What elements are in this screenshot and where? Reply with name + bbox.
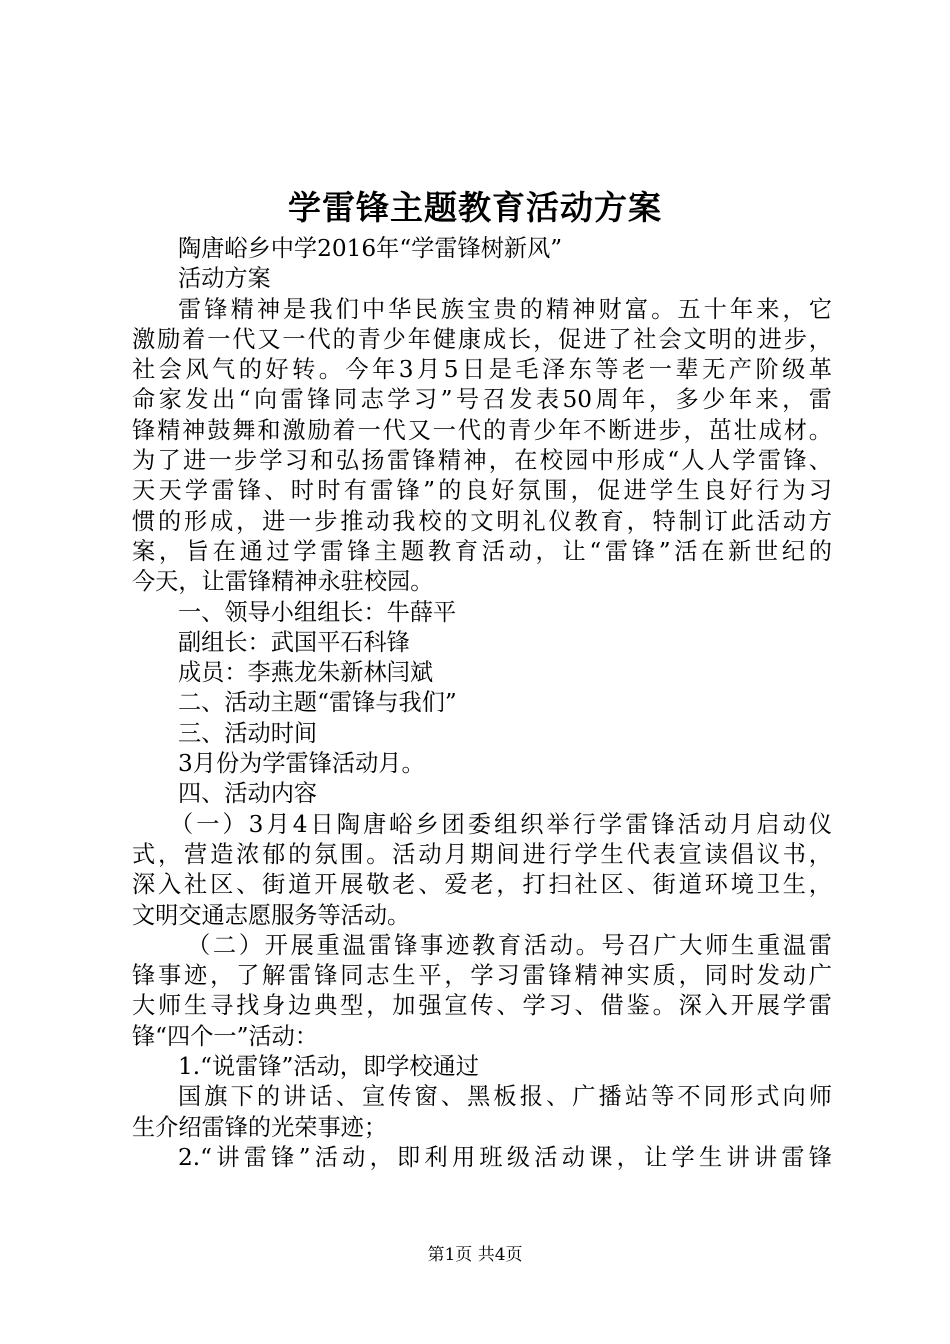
document-title: 学雷锋主题教育活动方案 [288,188,662,227]
body-line: 社会风气的好转。今年3月5日是毛泽东等老一辈无产阶级革 [132,356,832,384]
body-line: 锋精神鼓舞和激励着一代又一代的青少年不断进步，茁壮成材。 [132,416,832,444]
body-line: 陶唐峪乡中学2016年“学雷锋树新风” [178,235,563,262]
document-body [132,234,832,1173]
body-line: 惯的形成，进一步推动我校的文明礼仪教育，特制订此活动方 [132,507,832,535]
body-line: 成员：李燕龙朱新林闫斌 [178,659,434,687]
body-line: 一、领导小组组长：牛薛平 [178,598,457,626]
body-line: 3月份为学雷锋活动月。 [178,750,425,778]
body-line: 活动方案 [178,265,271,293]
body-line: 今天，让雷锋精神永驻校园。 [132,568,434,596]
body-line: 四、活动内容 [178,780,318,808]
body-line: 三、活动时间 [178,719,318,747]
body-line: （一）3月4日陶唐峪乡团委组织举行学雷锋活动月启动仪 [170,810,832,838]
body-line: 2.“讲雷锋”活动，即利用班级活动课，让学生讲讲雷锋 [178,1143,832,1171]
body-line: （二）开展重温雷锋事迹教育活动。号召广大师生重温雷 [187,931,832,959]
page-footer: 第1页 共4页 [427,1245,523,1265]
body-line: 天天学雷锋、时时有雷锋”的良好氛围，促进学生良好行为习 [132,477,832,505]
body-line: 生介绍雷锋的光荣事迹； [132,1113,388,1141]
body-line: 锋“四个一”活动： [132,1022,319,1050]
body-line: 案，旨在通过学雷锋主题教育活动，让“雷锋”活在新世纪的 [132,537,832,565]
body-line: 1.“说雷锋”活动，即学校通过 [178,1053,479,1081]
body-line: 为了进一步学习和弘扬雷锋精神，在校园中形成“人人学雷锋、 [132,447,832,475]
body-line: 国旗下的讲话、宣传窗、黑板报、广播站等不同形式向师 [178,1083,832,1111]
body-line: 副组长：武国平石科锋 [178,628,410,656]
body-line: 命家发出“向雷锋同志学习”号召发表50周年，多少年来，雷 [132,386,832,414]
body-line: 雷锋精神是我们中华民族宝贵的精神财富。五十年来，它 [178,295,832,323]
body-line: 文明交通志愿服务等活动。 [132,901,411,929]
body-line: 深入社区、街道开展敬老、爱老，打扫社区、街道环境卫生， [132,871,832,899]
body-line: 二、活动主题“雷锋与我们” [178,689,457,717]
body-line: 大师生寻找身边典型，加强宣传、学习、借鉴。深入开展学雷 [132,992,832,1020]
body-line: 锋事迹，了解雷锋同志生平，学习雷锋精神实质，同时发动广 [132,962,832,990]
body-line: 式，营造浓郁的氛围。活动月期间进行学生代表宣读倡议书， [132,840,832,868]
body-line: 激励着一代又一代的青少年健康成长，促进了社会文明的进步， [132,325,832,353]
